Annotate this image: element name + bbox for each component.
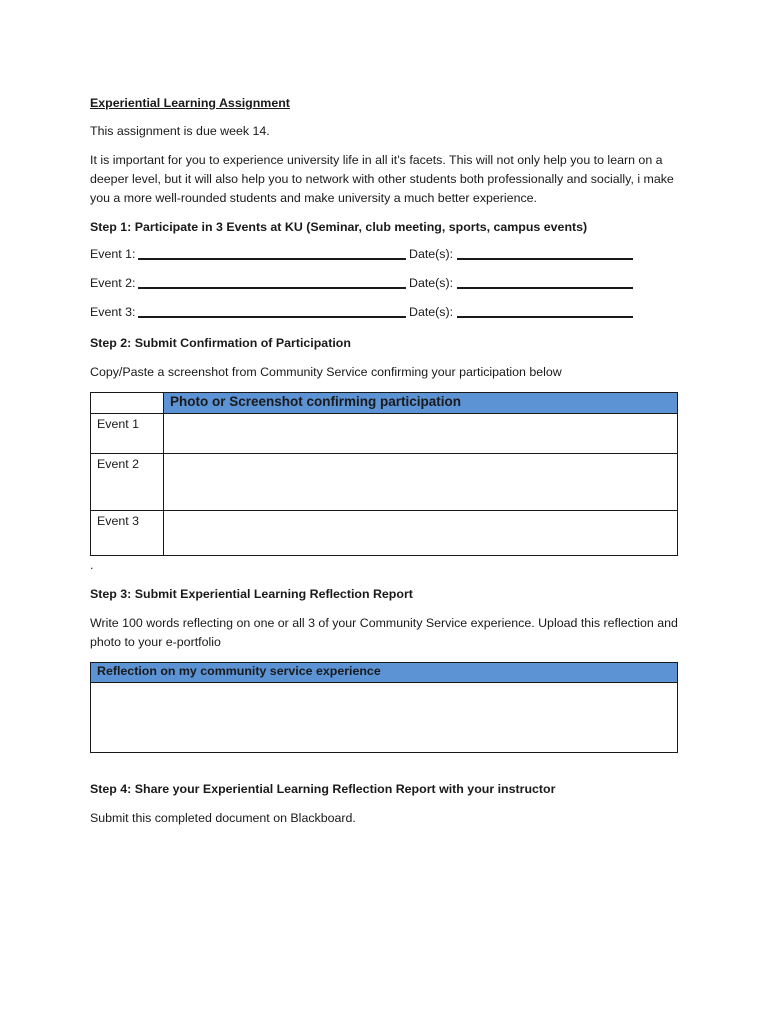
event2-row (90, 276, 650, 294)
confirmation-table (90, 392, 678, 556)
event1-label: Event 1: (90, 247, 136, 261)
event1-date-field[interactable] (457, 258, 633, 260)
event1-screenshot-cell[interactable] (164, 414, 678, 454)
event2-label: Event 2: (90, 276, 136, 290)
event2-date-label: Date(s): (409, 276, 454, 290)
table-row (91, 414, 678, 454)
event2-screenshot-cell[interactable] (164, 454, 678, 511)
document-title: Experiential Learning Assignment (90, 96, 290, 110)
row-label-event3: Event 3 (91, 511, 164, 556)
reflection-table-header: Reflection on my community service experience (91, 663, 678, 683)
step3-heading: Step 3: Submit Experiential Learning Reflection Report (90, 587, 413, 601)
event3-row (90, 305, 650, 323)
step4-heading: Step 4: Share your Experiential Learning Reflection Report with your instructor (90, 782, 556, 796)
event3-screenshot-cell[interactable] (164, 511, 678, 556)
due-date-text: This assignment is due week 14. (90, 124, 270, 138)
table-corner-cell (91, 393, 164, 414)
confirmation-table-header: Photo or Screenshot confirming participation (164, 393, 678, 414)
step2-instructions: Copy/Paste a screenshot from Community Service confirming your participation below (90, 365, 562, 379)
step4-instructions: Submit this completed document on Blackboard. (90, 811, 356, 825)
row-label-event2: Event 2 (91, 454, 164, 511)
event1-row (90, 247, 650, 265)
event3-date-label: Date(s): (409, 305, 454, 319)
reflection-text-cell[interactable] (91, 683, 678, 753)
table-row (91, 511, 678, 556)
reflection-table (90, 662, 678, 753)
event2-name-field[interactable] (138, 287, 406, 289)
step1-heading: Step 1: Participate in 3 Events at KU (Seminar, club meeting, sports, campus events) (90, 220, 588, 234)
step2-heading: Step 2: Submit Confirmation of Participation (90, 336, 351, 350)
event2-date-field[interactable] (457, 287, 633, 289)
event3-date-field[interactable] (457, 316, 633, 318)
intro-paragraph: It is important for you to experience university life in all it’s facets. This will not only help you to learn on a deeper level, but it will also help you to network with other students both professionally and socially, i make you a more well-rounded students and make university a much better experience. (90, 153, 674, 205)
table-row (91, 454, 678, 511)
event1-name-field[interactable] (138, 258, 406, 260)
step3-instructions: Write 100 words reflecting on one or all 3 of your Community Service experience. Upload this reflection and photo to your e-portfolio (90, 616, 678, 649)
event3-name-field[interactable] (138, 316, 406, 318)
row-label-event1: Event 1 (91, 414, 164, 454)
event1-date-label: Date(s): (409, 247, 454, 261)
event3-label: Event 3: (90, 305, 136, 319)
stray-dot: . (90, 558, 94, 572)
